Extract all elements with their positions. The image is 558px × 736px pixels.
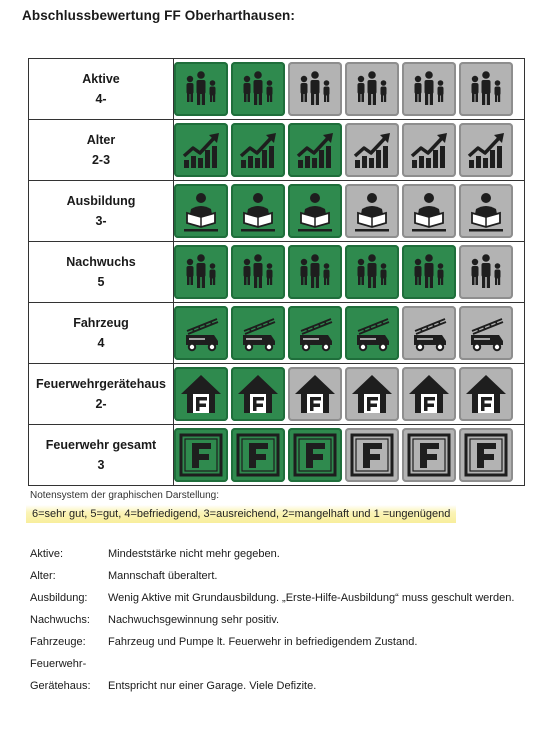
explanation-text — [108, 656, 550, 672]
family-icon — [464, 67, 508, 111]
rating-tiles-cell — [174, 120, 525, 181]
explanation-text: Entspricht nur einer Garage. Viele Defizite. — [108, 680, 317, 692]
explanation-row — [30, 656, 550, 672]
reading-person-icon — [464, 189, 508, 233]
table-row — [29, 120, 525, 181]
category-grade: 3- — [95, 214, 107, 228]
category-name: Feuerwehrgerätehaus — [36, 377, 166, 391]
inactive-rating-tile — [459, 367, 513, 421]
reading-person-icon — [350, 189, 394, 233]
explanation-row — [30, 546, 550, 562]
f-emblem-icon — [407, 433, 451, 477]
category-cell — [29, 303, 174, 364]
active-rating-tile — [288, 245, 342, 299]
category-name: Ausbildung — [66, 194, 136, 208]
firehouse-icon — [179, 372, 223, 416]
inactive-rating-tile — [459, 62, 513, 116]
explanation-text: Mannschaft überaltert. — [108, 570, 218, 582]
family-icon — [464, 250, 508, 294]
f-emblem-icon — [464, 433, 508, 477]
inactive-rating-tile — [402, 62, 456, 116]
table-row — [29, 425, 525, 486]
firehouse-icon — [407, 372, 451, 416]
category-grade: 2-3 — [91, 153, 111, 167]
family-icon — [293, 67, 337, 111]
fire-truck-icon — [407, 311, 451, 355]
legend-text: 6=sehr gut, 5=gut, 4=befriedigend, 3=ausreichend, 2=mangelhaft und 1 =ungenügend — [26, 505, 456, 523]
active-rating-tile — [174, 306, 228, 360]
table-row — [29, 181, 525, 242]
active-rating-tile — [231, 123, 285, 177]
rating-tiles-cell — [174, 242, 525, 303]
rising-chart-icon — [407, 128, 451, 172]
rating-tiles-cell — [174, 59, 525, 120]
active-rating-tile — [288, 428, 342, 482]
inactive-rating-tile — [345, 184, 399, 238]
explanation-label: Fahrzeuge: — [30, 636, 86, 648]
f-emblem-icon — [236, 433, 280, 477]
category-cell — [29, 364, 174, 425]
active-rating-tile — [174, 62, 228, 116]
family-icon — [179, 250, 223, 294]
category-cell — [29, 242, 174, 303]
active-rating-tile — [288, 306, 342, 360]
category-grade: 4 — [97, 336, 105, 350]
active-rating-tile — [231, 184, 285, 238]
f-emblem-icon — [293, 433, 337, 477]
active-rating-tile — [231, 306, 285, 360]
reading-person-icon — [236, 189, 280, 233]
rating-tiles-cell — [174, 425, 525, 486]
category-cell — [29, 59, 174, 120]
category-cell — [29, 120, 174, 181]
legend-title: Notensystem der graphischen Darstellung: — [30, 490, 219, 501]
category-grade: 2- — [95, 397, 107, 411]
explanation-label: Gerätehaus: — [30, 680, 91, 692]
family-icon — [350, 67, 394, 111]
rating-table — [28, 58, 525, 486]
family-icon — [407, 67, 451, 111]
active-rating-tile — [174, 123, 228, 177]
family-icon — [350, 250, 394, 294]
rising-chart-icon — [179, 128, 223, 172]
category-name: Fahrzeug — [73, 316, 129, 330]
explanation-label: Nachwuchs: — [30, 614, 90, 626]
inactive-rating-tile — [459, 123, 513, 177]
fire-truck-icon — [236, 311, 280, 355]
inactive-rating-tile — [459, 184, 513, 238]
table-row — [29, 364, 525, 425]
family-icon — [236, 250, 280, 294]
reading-person-icon — [179, 189, 223, 233]
table-row — [29, 303, 525, 364]
family-icon — [236, 67, 280, 111]
active-rating-tile — [345, 306, 399, 360]
category-grade: 3 — [97, 458, 105, 472]
table-row — [29, 59, 525, 120]
firehouse-icon — [350, 372, 394, 416]
category-name: Nachwuchs — [66, 255, 136, 269]
explanation-row — [30, 568, 550, 584]
category-name: Alter — [86, 133, 116, 147]
active-rating-tile — [174, 184, 228, 238]
inactive-rating-tile — [459, 245, 513, 299]
active-rating-tile — [174, 245, 228, 299]
explanation-label: Feuerwehr- — [30, 658, 87, 670]
firehouse-icon — [293, 372, 337, 416]
category-name: Aktive — [82, 72, 120, 86]
inactive-rating-tile — [459, 306, 513, 360]
inactive-rating-tile — [288, 367, 342, 421]
inactive-rating-tile — [402, 123, 456, 177]
inactive-rating-tile — [402, 367, 456, 421]
firehouse-icon — [464, 372, 508, 416]
explanation-text: Mindeststärke nicht mehr gegeben. — [108, 548, 280, 560]
active-rating-tile — [231, 245, 285, 299]
active-rating-tile — [288, 123, 342, 177]
inactive-rating-tile — [345, 367, 399, 421]
active-rating-tile — [402, 245, 456, 299]
active-rating-tile — [174, 428, 228, 482]
f-emblem-icon — [350, 433, 394, 477]
explanation-label: Alter: — [30, 570, 56, 582]
active-rating-tile — [345, 245, 399, 299]
explanation-row — [30, 678, 550, 694]
f-emblem-icon — [179, 433, 223, 477]
category-grade: 5 — [97, 275, 105, 289]
inactive-rating-tile — [402, 184, 456, 238]
page-title: Abschlussbewertung FF Oberharthausen: — [22, 8, 295, 23]
active-rating-tile — [231, 62, 285, 116]
explanation-label: Aktive: — [30, 548, 64, 560]
fire-truck-icon — [464, 311, 508, 355]
explanation-text: Fahrzeug und Pumpe lt. Feuerwehr in befriedigendem Zustand. — [108, 636, 418, 648]
explanation-label: Ausbildung: — [30, 592, 88, 604]
inactive-rating-tile — [402, 306, 456, 360]
firehouse-icon — [236, 372, 280, 416]
rating-tiles-cell — [174, 303, 525, 364]
inactive-rating-tile — [345, 123, 399, 177]
inactive-rating-tile — [345, 62, 399, 116]
rating-tiles-cell — [174, 181, 525, 242]
fire-truck-icon — [293, 311, 337, 355]
explanation-row — [30, 612, 550, 628]
active-rating-tile — [288, 184, 342, 238]
category-grade: 4- — [95, 92, 107, 106]
rising-chart-icon — [464, 128, 508, 172]
reading-person-icon — [407, 189, 451, 233]
category-name: Feuerwehr gesamt — [45, 438, 157, 452]
reading-person-icon — [293, 189, 337, 233]
fire-truck-icon — [179, 311, 223, 355]
explanation-row — [30, 634, 550, 650]
explanation-row — [30, 590, 550, 606]
explanation-text: Wenig Aktive mit Grundausbildung. „Erste-Hilfe-Ausbildung“ muss geschult werden. — [108, 592, 515, 604]
family-icon — [293, 250, 337, 294]
active-rating-tile — [231, 367, 285, 421]
family-icon — [407, 250, 451, 294]
active-rating-tile — [174, 367, 228, 421]
explanations — [30, 546, 550, 700]
fire-truck-icon — [350, 311, 394, 355]
inactive-rating-tile — [402, 428, 456, 482]
table-row — [29, 242, 525, 303]
family-icon — [179, 67, 223, 111]
rising-chart-icon — [236, 128, 280, 172]
category-cell — [29, 181, 174, 242]
rising-chart-icon — [293, 128, 337, 172]
category-cell — [29, 425, 174, 486]
inactive-rating-tile — [288, 62, 342, 116]
rising-chart-icon — [350, 128, 394, 172]
explanation-text: Nachwuchsgewinnung sehr positiv. — [108, 614, 279, 626]
rating-tiles-cell — [174, 364, 525, 425]
inactive-rating-tile — [345, 428, 399, 482]
active-rating-tile — [231, 428, 285, 482]
inactive-rating-tile — [459, 428, 513, 482]
